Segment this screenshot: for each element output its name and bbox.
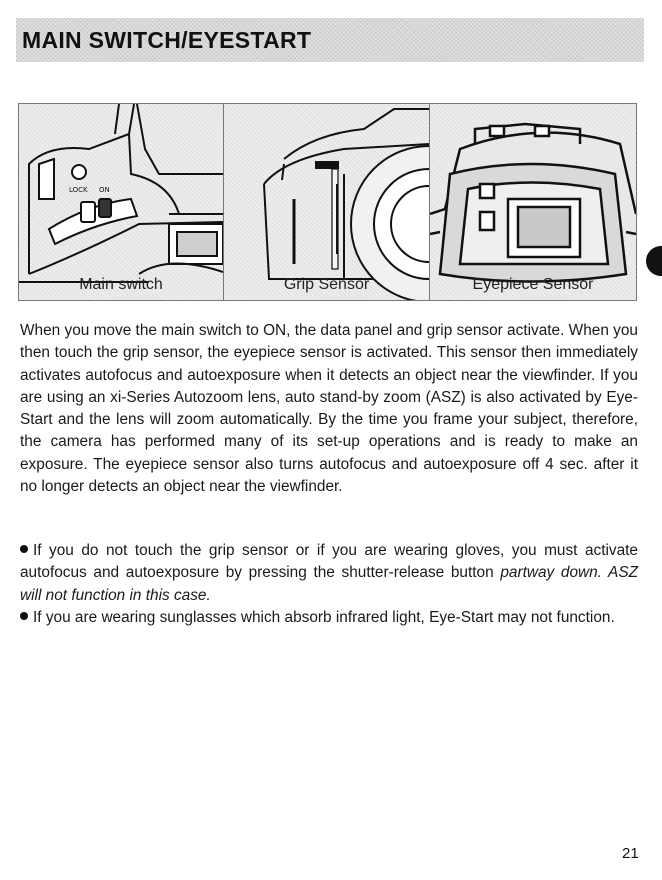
illustration-figure: [18, 103, 637, 301]
on-label: ON: [99, 186, 110, 194]
panel-main-switch: [19, 104, 224, 300]
caption-main-switch: Main switch: [79, 276, 163, 293]
grip-sensor-illustration: [224, 104, 429, 300]
note-gloves-text: If you do not touch the grip sensor or if you are wearing gloves, you must activate autofocus and autoexposure by pressing the shutter-release button: [20, 542, 638, 582]
title-bar: [16, 18, 644, 62]
section-tab-marker: [646, 246, 662, 276]
main-switch-illustration: [19, 104, 223, 300]
bullet-icon: [20, 612, 28, 620]
bullet-icon: [20, 545, 28, 553]
page-number: 21: [622, 845, 639, 862]
panel-grip-sensor: [224, 104, 430, 300]
caption-eyepiece-sensor: Eyepiece Sensor: [472, 276, 594, 293]
note-gloves: [20, 540, 638, 607]
panel-eyepiece-sensor: [430, 104, 636, 300]
caption-grip-sensor: Grip Sensor: [283, 276, 370, 293]
lock-label: LOCK: [69, 186, 88, 194]
main-paragraph: When you move the main switch to ON, the data panel and grip sensor activate. When you then touch the grip sensor, the eyepiece sensor is activated. This sensor then immediately activates autofocus and autoexposure when it detects an object near the viewfinder. If you are using an xi-Series Autozoom lens, auto stand-by zoom (ASZ) is also activated by Eye-Start and the lens will zoom automatically. By the time you frame your subject, therefore, the camera has performed many of its set-up operations and is ready to make an exposure. The eyepiece sensor also turns autofocus and autoexposure off 4 sec. after it no longer detects an object near the viewfinder.: [20, 322, 638, 496]
page-title: MAIN SWITCH/EYESTART: [22, 27, 312, 53]
notes-list: [20, 540, 638, 629]
note-gloves-italic: partway down. ASZ will not function in this case.: [20, 564, 638, 604]
eyepiece-sensor-illustration: [430, 104, 636, 300]
note-sunglasses-text: If you are wearing sunglasses which absorb infrared light, Eye-Start may not function.: [33, 608, 615, 626]
note-sunglasses: [20, 607, 638, 629]
